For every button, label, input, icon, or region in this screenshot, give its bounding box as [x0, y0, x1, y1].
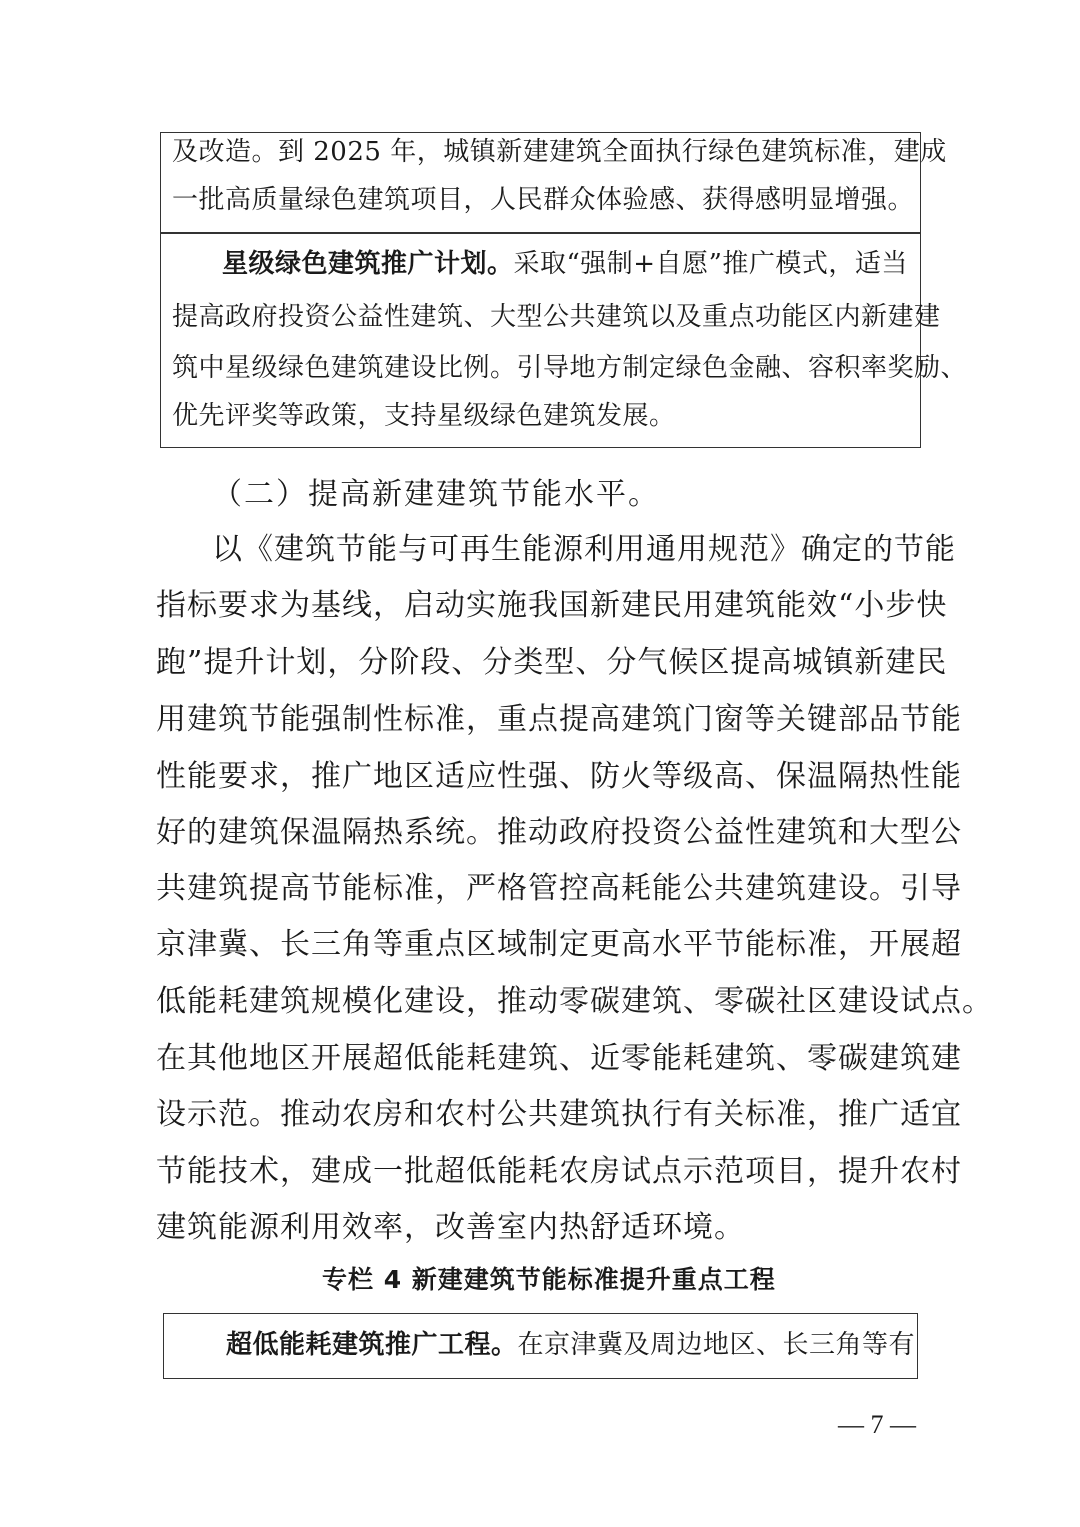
section-heading: （二）提高新建建筑节能水平。	[212, 477, 660, 512]
paragraph-line: 低能耗建筑规模化建设，推动零碳建筑、零碳社区建设试点。	[156, 984, 993, 1019]
paragraph-line: 共建筑提高节能标准，严格管控高耗能公共建筑建设。引导	[156, 871, 962, 906]
box1-line-2: 一批高质量绿色建筑项目，人民群众体验感、获得感明显增强。	[172, 185, 915, 215]
paragraph-line: 性能要求，推广地区适应性强、防火等级高、保温隔热性能	[156, 759, 962, 794]
paragraph-line: 节能技术，建成一批超低能耗农房试点示范项目，提升农村	[156, 1154, 962, 1189]
paragraph-line: 好的建筑保温隔热系统。推动政府投资公益性建筑和大型公	[156, 815, 962, 850]
box3-first-rest: 在京津冀及周边地区、长三角等有	[517, 1330, 916, 1360]
box2-line-1	[222, 249, 908, 279]
paragraph-line: 跑”提升计划，分阶段、分类型、分气候区提高城镇新建民	[156, 645, 948, 680]
paragraph-line: 在其他地区开展超低能耗建筑、近零能耗建筑、零碳建筑建	[156, 1041, 962, 1076]
box2-line-3: 筑中星级绿色建筑建设比例。引导地方制定绿色金融、容积率奖励、	[172, 353, 968, 383]
box2-bold-lead: 星级绿色建筑推广计划。	[222, 249, 514, 279]
paragraph-line: 用建筑节能强制性标准，重点提高建筑门窗等关键部品节能	[156, 702, 962, 737]
column-caption: 专栏 4 新建建筑节能标准提升重点工程	[322, 1265, 776, 1294]
box2-first-rest: 采取“强制+自愿”推广模式，适当	[513, 249, 908, 279]
page-number: — 7 —	[838, 1410, 916, 1439]
box3-bold-lead: 超低能耗建筑推广工程。	[226, 1330, 518, 1360]
box3-line-1	[226, 1330, 915, 1360]
paragraph-line: 设示范。推动农房和农村公共建筑执行有关标准，推广适宜	[156, 1097, 962, 1132]
box1-line-1: 及改造。到 2025 年，城镇新建建筑全面执行绿色建筑标准，建成	[172, 137, 947, 167]
paragraph-line: 以《建筑节能与可再生能源利用通用规范》确定的节能	[212, 532, 956, 567]
box2-line-2: 提高政府投资公益性建筑、大型公共建筑以及重点功能区内新建建	[172, 302, 941, 332]
paragraph-line: 建筑能源利用效率，改善室内热舒适环境。	[156, 1210, 745, 1245]
box2-line-4: 优先评奖等政策，支持星级绿色建筑发展。	[172, 401, 676, 431]
paragraph-line: 京津冀、长三角等重点区域制定更高水平节能标准，开展超	[156, 927, 962, 962]
paragraph-line: 指标要求为基线，启动实施我国新建民用建筑能效“小步快	[156, 588, 948, 623]
